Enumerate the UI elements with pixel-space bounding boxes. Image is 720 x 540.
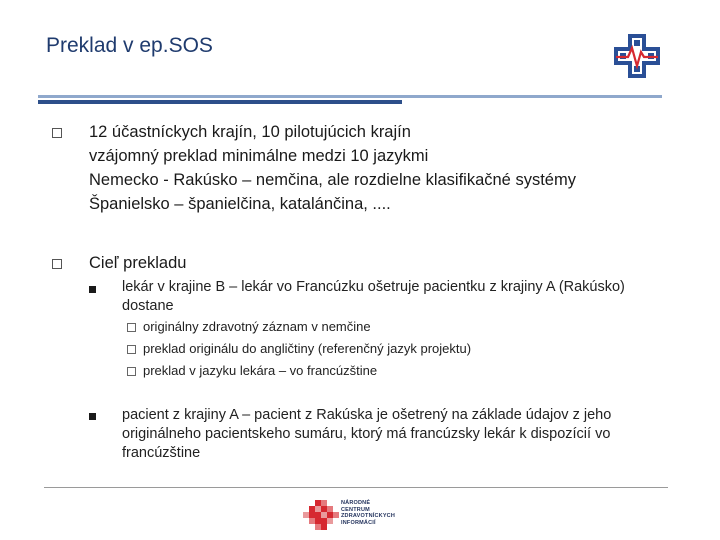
nczi-logo-text-line: NÁRODNÉ	[341, 500, 371, 506]
sub-bullet-text: lekár v krajine B – lekár vo Francúzku ošetruje pacientku z krajiny A (Rakúsko) dostane	[122, 279, 625, 314]
sub-sub-bullet-text: originálny zdravotný záznam v nemčine	[143, 319, 371, 334]
small-box-bullet-icon	[127, 323, 136, 332]
nczi-logo-icon	[303, 500, 343, 532]
slide-title: Preklad v ep.SOS	[46, 34, 213, 57]
footer-divider	[44, 487, 668, 488]
bullet-line: vzájomný preklad minimálne medzi 10 jazykmi	[89, 147, 429, 165]
square-bullet-icon	[89, 413, 96, 420]
epsos-logo-icon	[612, 32, 662, 80]
sub-sub-bullet-text: preklad v jazyku lekára – vo francúzštine	[143, 363, 378, 378]
nczi-logo-text-line: ZDRAVOTNÍCKYCH	[341, 513, 396, 520]
bullet-line: Nemecko - Rakúsko – nemčina, ale rozdielne klasifikačné systémy	[89, 171, 576, 189]
title-underline-light	[38, 95, 662, 98]
nczi-logo-text-line: INFORMÁCIÍ	[341, 519, 376, 526]
small-box-bullet-icon	[127, 367, 136, 376]
sub-bullet-text: pacient z krajiny A – pacient z Rakúska je ošetrený na základe údajov z jeho originálneho pacientskeho sumáru, ktorý má francúzsky lekár k dispozícií vo francúzštine	[122, 407, 612, 461]
bullet-line: 12 účastníckych krajín, 10 pilotujúcich krajín	[89, 123, 411, 141]
nczi-logo-text-line: CENTRUM	[341, 506, 370, 513]
nczi-logo-text	[341, 500, 401, 526]
bullet-heading: Cieľ prekladu	[89, 254, 187, 272]
bullet-box-icon	[52, 128, 62, 138]
title-underline-dark	[38, 100, 402, 104]
bullet-line: Španielsko – španielčina, katalánčina, ....	[89, 195, 391, 213]
square-bullet-icon	[89, 286, 96, 293]
sub-sub-bullet-text: preklad originálu do angličtiny (referenčný jazyk projektu)	[143, 341, 472, 356]
small-box-bullet-icon	[127, 345, 136, 354]
bullet-box-icon	[52, 259, 62, 269]
